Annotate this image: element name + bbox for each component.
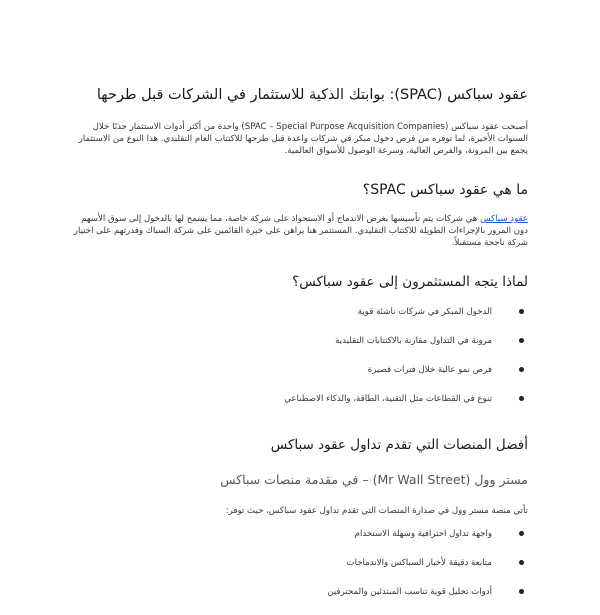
- list-item: [88, 557, 528, 586]
- list-item: [88, 306, 528, 335]
- bullet-icon: [519, 589, 524, 594]
- list-item-text: مرونة في التداول مقارنة بالاكتتابات التقليدية: [335, 336, 492, 346]
- mr-wall-street-lead: تأتي منصة مستر وول في صدارة المنصات التي تقدم تداول عقود سباكس، حيث توفر:: [225, 506, 528, 516]
- list-item: [88, 364, 528, 393]
- spac-link[interactable]: عقود سباكس: [480, 214, 528, 224]
- article-title: عقود سباكس (SPAC): بوابتك الذكية للاستثمار في الشركات قبل طرحها: [96, 87, 528, 103]
- bullet-icon: [519, 531, 524, 536]
- list-item-text: تنوع في القطاعات مثل التقنية، الطاقة، والذكاء الاصطناعي: [284, 394, 492, 404]
- list-item: [88, 528, 528, 557]
- list-item-text: أدوات تحليل قوية تناسب المبتدئين والمحترفين: [327, 587, 492, 597]
- intro-paragraph: أصبحت عقود سباكس (SPAC – Special Purpose Acquisition Companies) واحدة من أكثر أدوات الاستثمار جذبًا خلال السنوات الأخيرة، لما توفره من فرص دخول مبكر في شركات واعدة قبل طرحها للاكتتاب العام التقليدي. هذا النوع من الاستثمار يجمع بين المرونة، والفرص العالية، وسرعة الوصول للأسواق العالمية.: [78, 122, 528, 156]
- bullet-icon: [519, 338, 524, 343]
- mr-wall-street-heading: مستر وول (Mr Wall Street) – في مقدمة منصات سباكس: [220, 472, 528, 487]
- bullet-icon: [519, 309, 524, 314]
- list-item-text: الدخول المبكر في شركات ناشئة قوية: [357, 307, 492, 317]
- list-item-text: واجهة تداول احترافية وسهلة الاستخدام: [354, 529, 492, 539]
- why-investors-list: [88, 306, 528, 422]
- what-is-spac-heading: ما هي عقود سباكس SPAC؟: [362, 182, 528, 198]
- bullet-icon: [519, 367, 524, 372]
- list-item-text: متابعة دقيقة لأخبار السباكس والاندماجات: [346, 558, 492, 568]
- list-item: [88, 393, 528, 422]
- list-item-text: فرص نمو عالية خلال فترات قصيرة: [367, 365, 492, 375]
- mr-wall-street-features-list: [88, 528, 528, 615]
- why-investors-heading: لماذا يتجه المستثمرون إلى عقود سباكس؟: [292, 274, 528, 290]
- what-is-spac-body: هي شركات يتم تأسيسها بغرض الاندماج أو الاستحواذ على شركة خاصة، مما يسمح لها بالدخول إلى سوق الأسهم دون المرور بالإجراءات الطويلة للاكتتاب التقليدي. المستثمر هنا يراهن على خبرة القائمين على شركة السباك وقدرتهم على اختيار شركة ناجحة مستقبلاً.: [73, 214, 528, 248]
- best-platforms-heading: أفضل المنصات التي تقدم تداول عقود سباكس: [270, 437, 528, 453]
- list-item: [88, 335, 528, 364]
- bullet-icon: [519, 560, 524, 565]
- what-is-spac-paragraph: [70, 213, 528, 249]
- bullet-icon: [519, 396, 524, 401]
- list-item: [88, 586, 528, 615]
